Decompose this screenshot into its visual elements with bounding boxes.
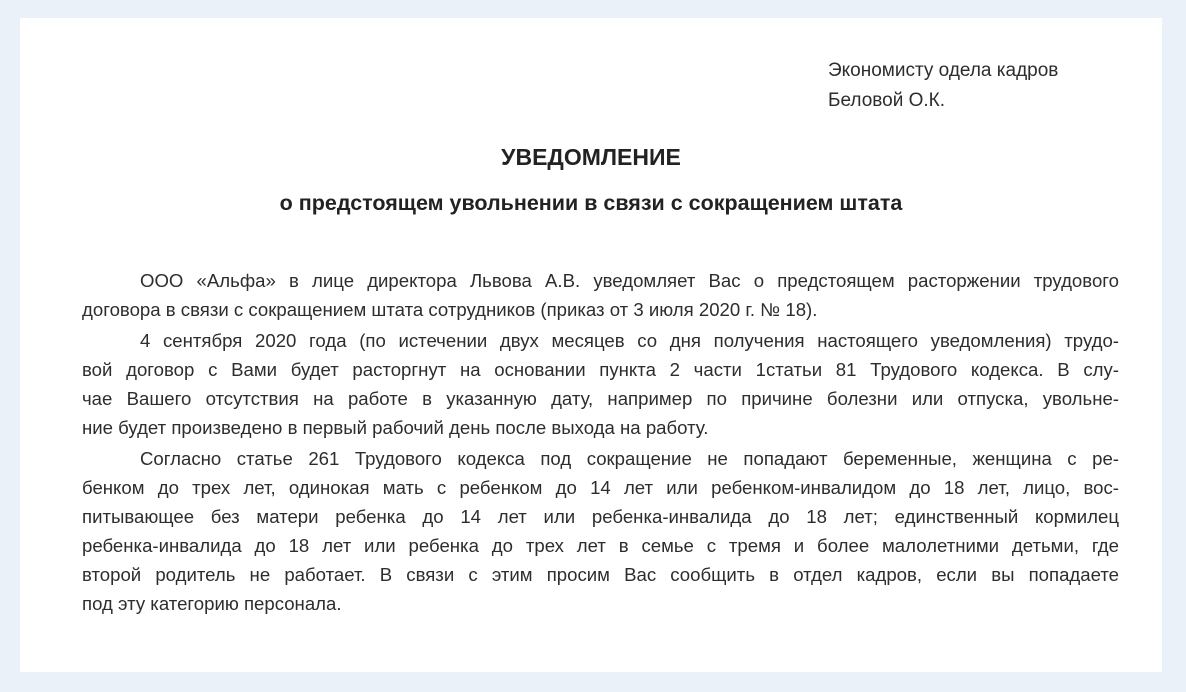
paragraph-line: чае Вашего отсутствия на работе в указанную дату, например по причине болезни или отпуска, увольне- <box>82 388 1119 409</box>
paragraph-3 <box>82 444 1119 618</box>
paragraph-line: вой договор с Вами будет расторгнут на основании пункта 2 части 1статьи 81 Трудового кодекса. В слу- <box>82 359 1119 380</box>
paragraph-line: питывающее без матери ребенка до 14 лет или ребенка-инвалида до 18 лет; единственный кормилец <box>82 506 1119 527</box>
addressee-position: Экономисту одела кадров <box>828 60 1059 81</box>
paragraph-line: ООО «Альфа» в лице директора Львова А.В. уведомляет Вас о предстоящем расторжении трудового <box>140 270 1119 291</box>
paragraph-line: договора в связи с сокращением штата сотрудников (приказ от 3 июля 2020 г. № 18). <box>82 299 818 320</box>
paragraph-line: ребенка-инвалида до 18 лет или ребенка до трех лет в семье с тремя и более малолетними детьми, где <box>82 535 1119 556</box>
addressee-name: Беловой О.К. <box>828 90 946 111</box>
document-body <box>82 266 1119 618</box>
addressee-block <box>828 56 1058 116</box>
paragraph-line: второй родитель не работает. В связи с этим просим Вас сообщить в отдел кадров, если вы попадаете <box>82 564 1119 585</box>
paragraph-line: бенком до трех лет, одинокая мать с ребенком до 14 лет или ребенком-инвалидом до 18 лет, лицо, вос- <box>82 477 1119 498</box>
document-title: УВЕДОМЛЕНИЕ <box>501 144 681 170</box>
document-subtitle: о предстоящем увольнении в связи с сокращением штата <box>279 191 903 215</box>
paragraph-1 <box>82 266 1119 324</box>
paragraph-2 <box>82 326 1119 442</box>
paragraph-line: 4 сентября 2020 года (по истечении двух месяцев со дня получения настоящего уведомления) трудо- <box>140 330 1119 351</box>
document-page <box>20 18 1162 672</box>
paragraph-line: под эту категорию персонала. <box>82 593 342 614</box>
paragraph-line: ние будет произведено в первый рабочий день после выхода на работу. <box>82 417 709 438</box>
paragraph-line: Согласно статье 261 Трудового кодекса под сокращение не попадают беременные, женщина с ре- <box>140 448 1119 469</box>
